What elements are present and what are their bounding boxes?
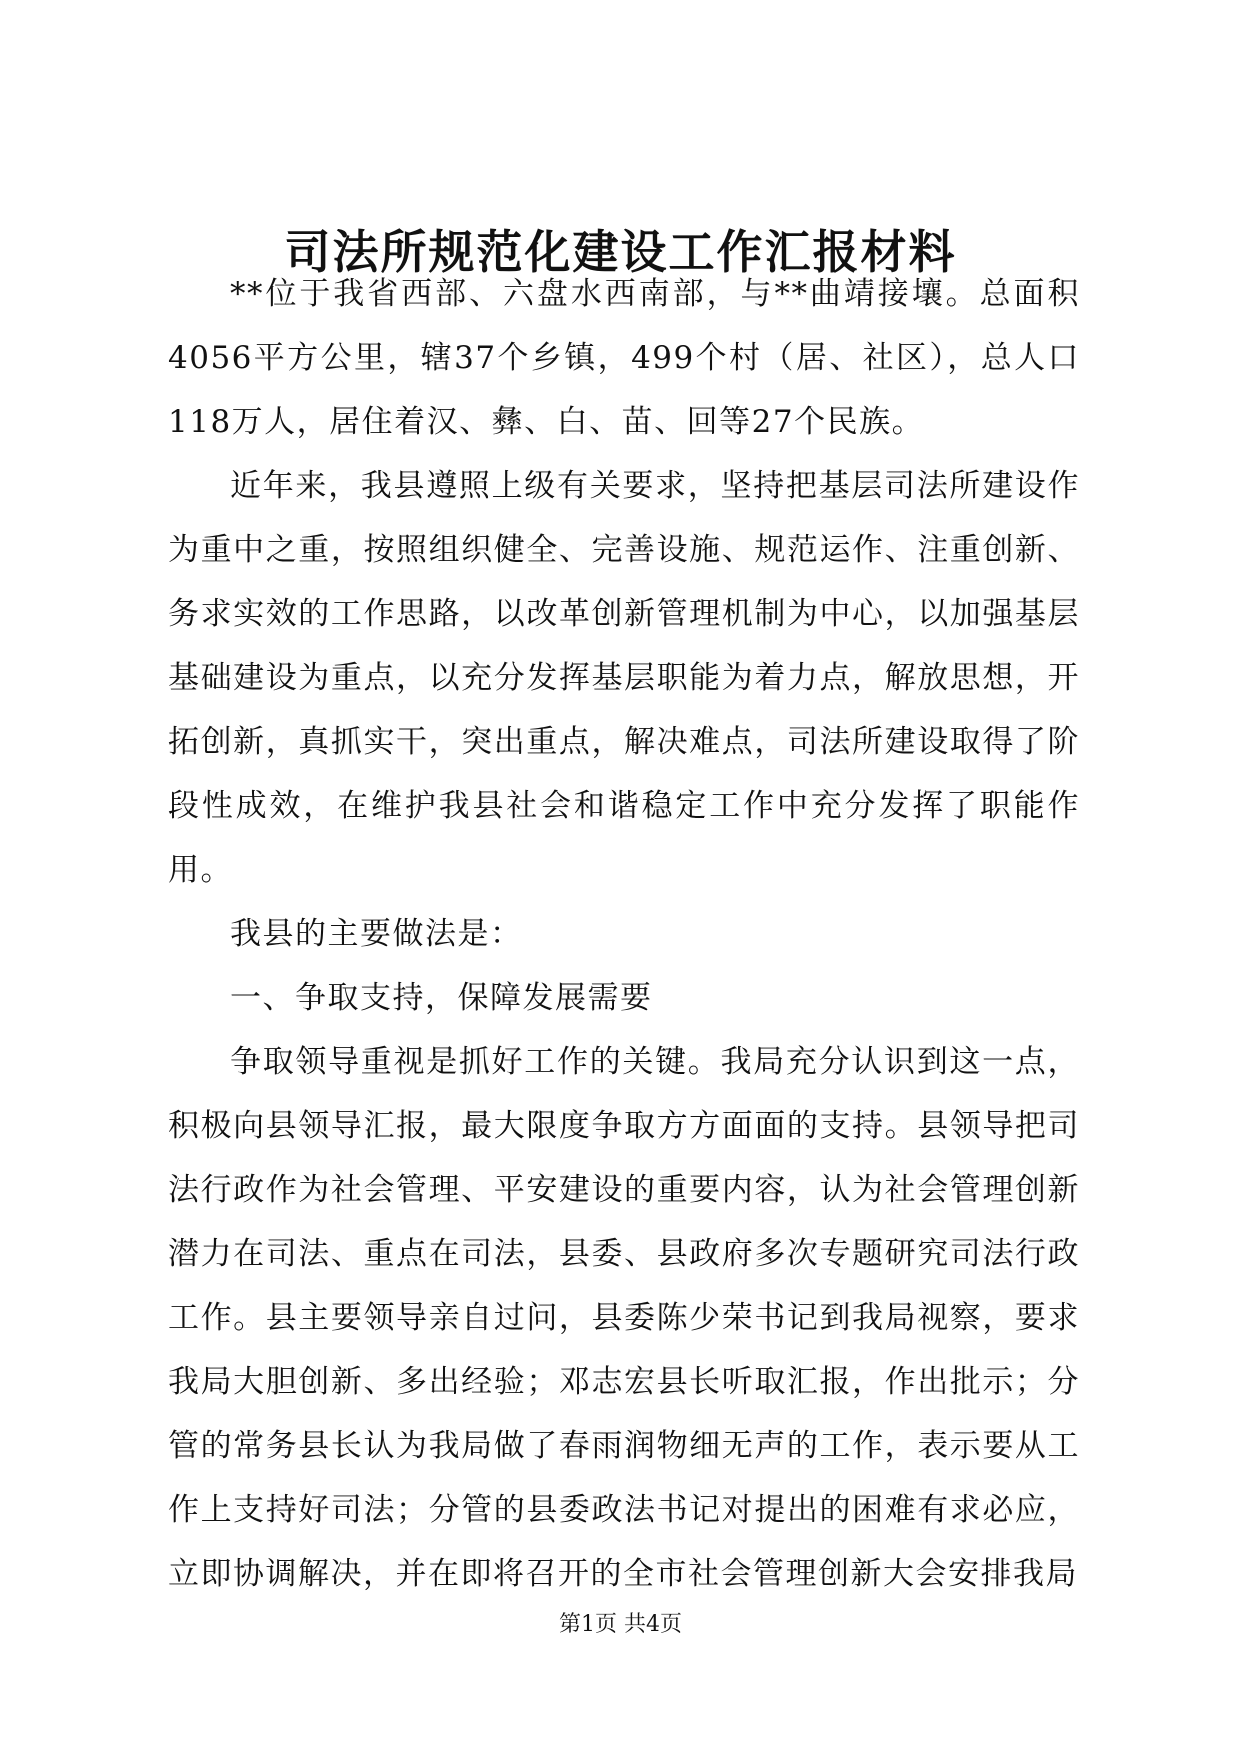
paragraph-intro: **位于我省西部、六盘水西南部，与**曲靖接壤。总面积4056平方公里，辖37个乡镇，499个村（居、社区），总人口118万人，居住着汉、彝、白、苗、回等27个民族。 xyxy=(168,276,1080,440)
page-footer xyxy=(0,1610,1241,1640)
section-heading-1: 一、争取支持，保障发展需要 xyxy=(230,980,653,1016)
page-number: 第1页 共4页 xyxy=(559,1612,682,1637)
paragraph-main-practices: 我县的主要做法是： xyxy=(230,916,523,952)
document-title: 司法所规范化建设工作汇报材料 xyxy=(284,225,957,279)
paragraph-overview: 近年来，我县遵照上级有关要求，坚持把基层司法所建设作为重中之重，按照组织健全、完善设施、规范运作、注重创新、务求实效的工作思路，以改革创新管理机制为中心，以加强基层基础建设为重点，以充分发挥基层职能为着力点，解放思想，开拓创新，真抓实干，突出重点，解决难点，司法所建设取得了阶段性成效，在维护我县社会和谐稳定工作中充分发挥了职能作用。 xyxy=(168,468,1080,888)
paragraph-leadership-support: 争取领导重视是抓好工作的关键。我局充分认识到这一点，积极向县领导汇报，最大限度争取方方面面的支持。县领导把司法行政作为社会管理、平安建设的重要内容，认为社会管理创新潜力在司法、重点在司法，县委、县政府多次专题研究司法行政工作。县主要领导亲自过问，县委陈少荣书记到我局视察，要求我局大胆创新、多出经验；邓志宏县长听取汇报，作出批示；分管的常务县长认为我局做了春雨润物细无声的工作，表示要从工作上支持好司法；分管的县委政法书记对提出的困难有求必应，立即协调解决，并在即将召开的全市社会管理创新大会安排我局 xyxy=(168,1044,1080,1592)
document-body xyxy=(168,262,1080,1606)
